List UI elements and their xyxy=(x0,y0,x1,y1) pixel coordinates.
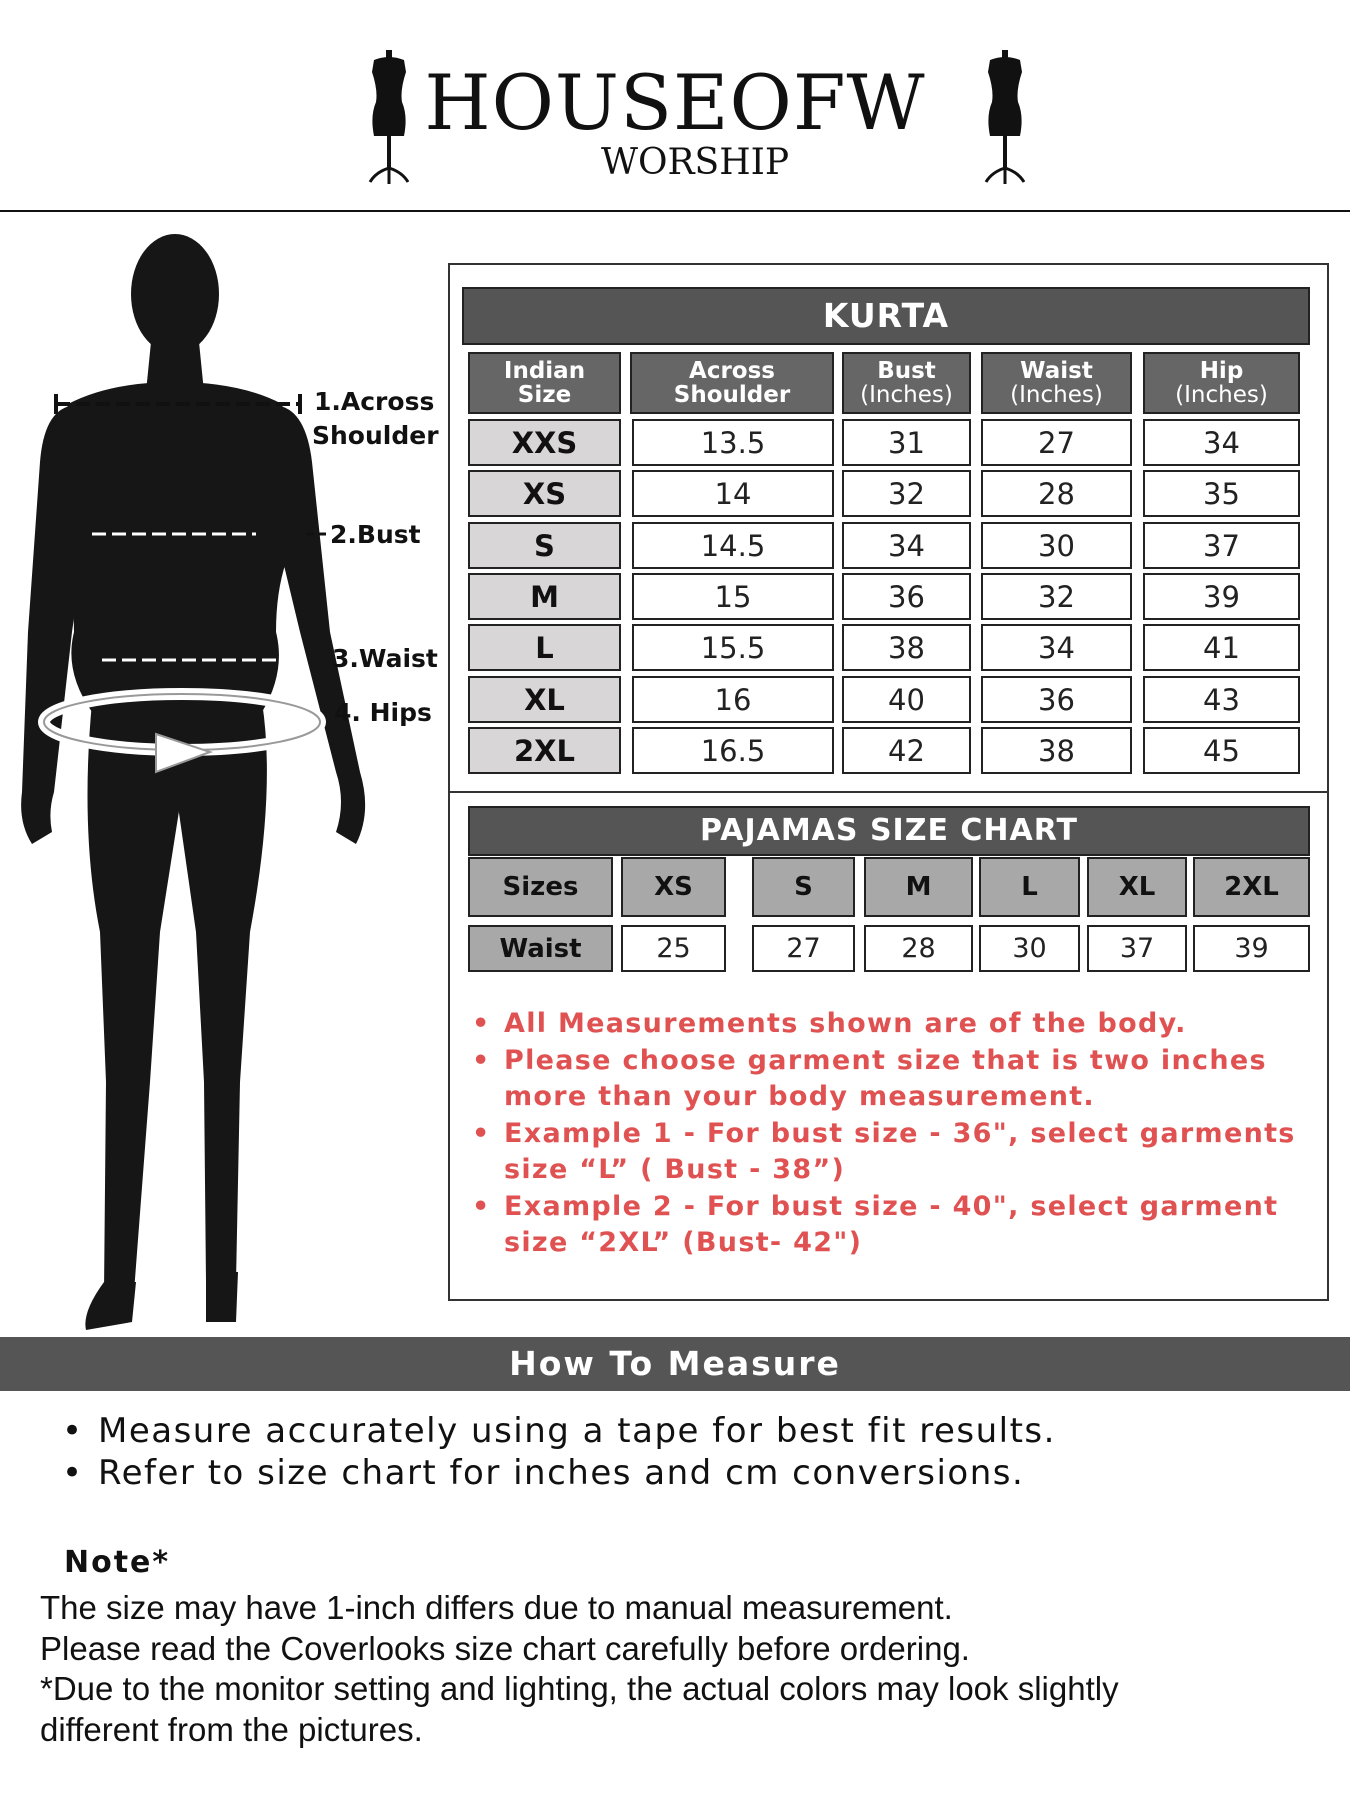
kurta-bust-cell: 32 xyxy=(842,470,971,517)
mannequin-figure xyxy=(0,232,445,1332)
pajamas-waist-cell: 25 xyxy=(621,925,726,972)
pajamas-size-header: XS xyxy=(621,857,726,917)
how-to-measure-title: How To Measure xyxy=(0,1337,1350,1391)
note-title: Note* xyxy=(64,1545,171,1580)
note-text xyxy=(40,1588,1320,1750)
kurta-size-cell: L xyxy=(468,624,621,671)
pajamas-waist-cell: 28 xyxy=(864,925,973,972)
kurta-shoulder-cell: 15 xyxy=(632,573,834,620)
pajamas-size-header: L xyxy=(979,857,1080,917)
pajamas-waist-cell: 30 xyxy=(979,925,1080,972)
pajamas-size-header: 2XL xyxy=(1193,857,1310,917)
kurta-shoulder-cell: 14 xyxy=(632,470,834,517)
kurta-shoulder-cell: 14.5 xyxy=(632,522,834,569)
kurta-waist-cell: 32 xyxy=(981,573,1132,620)
kurta-size-cell: M xyxy=(468,573,621,620)
kurta-waist-cell: 36 xyxy=(981,676,1132,723)
kurta-waist-cell: 27 xyxy=(981,419,1132,466)
kurta-hip-cell: 45 xyxy=(1143,727,1300,774)
label-hips: 4. Hips xyxy=(334,698,432,727)
kurta-hip-cell: 39 xyxy=(1143,573,1300,620)
label-bust: 2.Bust xyxy=(330,520,421,549)
panel-divider xyxy=(448,791,1329,793)
kurta-waist-cell: 38 xyxy=(981,727,1132,774)
kurta-hip-cell: 37 xyxy=(1143,522,1300,569)
note-item: • Example 2 - For bust size - 40", select garment size “2XL” (Bust- 42") xyxy=(470,1189,1300,1262)
kurta-hip-cell: 35 xyxy=(1143,470,1300,517)
kurta-size-cell: S xyxy=(468,522,621,569)
kurta-bust-cell: 34 xyxy=(842,522,971,569)
kurta-size-cell: XS xyxy=(468,470,621,517)
kurta-size-cell: 2XL xyxy=(468,727,621,774)
pajamas-waist-cell: 37 xyxy=(1087,925,1187,972)
kurta-shoulder-cell: 16.5 xyxy=(632,727,834,774)
note-line: different from the pictures. xyxy=(40,1710,423,1748)
col-header-hip: Hip (Inches) xyxy=(1143,352,1300,414)
kurta-shoulder-cell: 16 xyxy=(632,676,834,723)
kurta-bust-cell: 42 xyxy=(842,727,971,774)
kurta-hip-cell: 34 xyxy=(1143,419,1300,466)
col-header-across-shoulder: Across Shoulder xyxy=(630,352,834,414)
pajamas-size-header: S xyxy=(752,857,855,917)
kurta-hip-cell: 43 xyxy=(1143,676,1300,723)
kurta-bust-cell: 36 xyxy=(842,573,971,620)
kurta-size-cell: XXS xyxy=(468,419,621,466)
kurta-shoulder-cell: 13.5 xyxy=(632,419,834,466)
kurta-bust-cell: 40 xyxy=(842,676,971,723)
kurta-hip-cell: 41 xyxy=(1143,624,1300,671)
how-to-measure-item: • Measure accurately using a tape for best fit results. xyxy=(60,1410,1056,1452)
kurta-bust-cell: 31 xyxy=(842,419,971,466)
brand-subtitle: WORSHIP xyxy=(600,142,790,183)
how-to-measure-list xyxy=(60,1410,1056,1494)
note-line: *Due to the monitor setting and lighting, the actual colors may look slightly xyxy=(40,1670,1119,1707)
note-line: Please read the Coverlooks size chart carefully before ordering. xyxy=(40,1629,970,1667)
measurement-notes xyxy=(470,1006,1300,1262)
kurta-size-cell: XL xyxy=(468,676,621,723)
kurta-waist-cell: 30 xyxy=(981,522,1132,569)
pajamas-waist-cell: 39 xyxy=(1193,925,1310,972)
col-header-bust: Bust (Inches) xyxy=(842,352,971,414)
pajamas-title: PAJAMAS SIZE CHART xyxy=(468,806,1310,856)
brand-header xyxy=(0,0,1350,212)
kurta-waist-cell: 28 xyxy=(981,470,1132,517)
kurta-waist-cell: 34 xyxy=(981,624,1132,671)
kurta-title: KURTA xyxy=(462,287,1310,345)
pajamas-sizes-label: Sizes xyxy=(468,857,613,917)
note-item: • Please choose garment size that is two inches more than your body measurement. xyxy=(470,1043,1300,1116)
col-header-indian-size: Indian Size xyxy=(468,352,621,414)
how-to-measure-item: • Refer to size chart for inches and cm conversions. xyxy=(60,1452,1056,1494)
note-item: • Example 1 - For bust size - 36", select garments size “L” ( Bust - 38”) xyxy=(470,1116,1300,1189)
note-item: • All Measurements shown are of the body. xyxy=(470,1006,1300,1043)
pajamas-waist-label: Waist xyxy=(468,925,613,972)
brand-name: HOUSEOFW xyxy=(424,58,926,147)
col-header-waist: Waist (Inches) xyxy=(981,352,1132,414)
pajamas-size-header: XL xyxy=(1087,857,1187,917)
label-waist: 3.Waist xyxy=(332,644,438,673)
kurta-bust-cell: 38 xyxy=(842,624,971,671)
label-across-shoulder: 1.Across Shoulder xyxy=(312,387,439,450)
kurta-shoulder-cell: 15.5 xyxy=(632,624,834,671)
note-line: The size may have 1-inch differs due to manual measurement. xyxy=(40,1589,953,1626)
pajamas-size-header: M xyxy=(864,857,973,917)
pajamas-waist-cell: 27 xyxy=(752,925,855,972)
